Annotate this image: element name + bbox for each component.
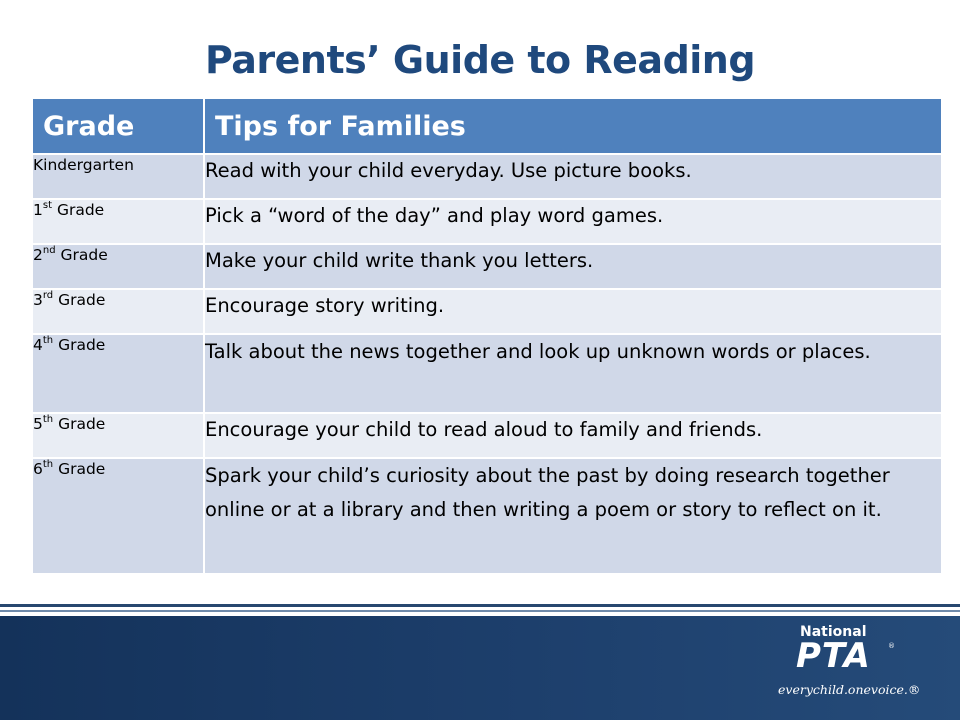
national-pta-logo [776,622,926,702]
grade-cell [33,199,204,244]
grade-cell [33,413,204,458]
tip-cell: Pick a “word of the day” and play word games. [204,199,941,244]
grade-number: 6 [33,460,43,478]
grade-ordinal: th [42,458,54,470]
grade-ordinal: rd [42,289,54,301]
grade-number: 2 [33,246,43,264]
logo-tagline: everychild.onevoice.® [778,682,921,697]
table-row [33,154,941,199]
footer-divider-thin [0,610,960,612]
grade-cell [33,244,204,289]
footer-divider [0,604,960,607]
slide-title: Parents’ Guide to Reading [204,38,756,82]
grade-word: Grade [53,291,106,309]
table-row [33,334,941,413]
grade-cell [33,458,204,573]
grade-word: Grade [53,460,106,478]
grade-number: 3 [33,291,43,309]
grade-cell [33,289,204,334]
grade-number: 4 [33,336,43,354]
tip-cell: Encourage your child to read aloud to family and friends. [204,413,941,458]
table-row [33,458,941,573]
grade-label: Kindergarten [33,156,134,174]
grade-word: Grade [53,415,106,433]
grade-ordinal: st [42,199,53,211]
tip-cell: Read with your child everyday. Use picture books. [204,154,941,199]
logo-registered-mark: ® [888,642,895,650]
tip-cell: Encourage story writing. [204,289,941,334]
table-row [33,289,941,334]
logo-national-text: National [800,624,867,640]
reading-tips-table [33,99,941,573]
grade-ordinal: nd [42,244,56,256]
grade-word: Grade [55,246,108,264]
grade-number: 1 [33,201,43,219]
tip-cell: Make your child write thank you letters. [204,244,941,289]
header-grade: Grade [33,99,204,154]
grade-cell [33,154,204,199]
grade-cell [33,334,204,413]
table-row [33,413,941,458]
logo-pta-text: PTA [796,636,871,676]
header-tips: Tips for Families [204,99,941,154]
table-header-row [33,99,941,154]
grade-ordinal: th [42,334,54,346]
table-row [33,199,941,244]
grade-number: 5 [33,415,43,433]
grade-word: Grade [53,336,106,354]
grade-ordinal: th [42,413,54,425]
grade-word: Grade [52,201,105,219]
tip-cell: Spark your child’s curiosity about the past by doing research together online or at a library and then writing a poem or story to reflect on it. [204,458,941,573]
tip-cell: Talk about the news together and look up unknown words or places. [204,334,941,413]
table-row [33,244,941,289]
